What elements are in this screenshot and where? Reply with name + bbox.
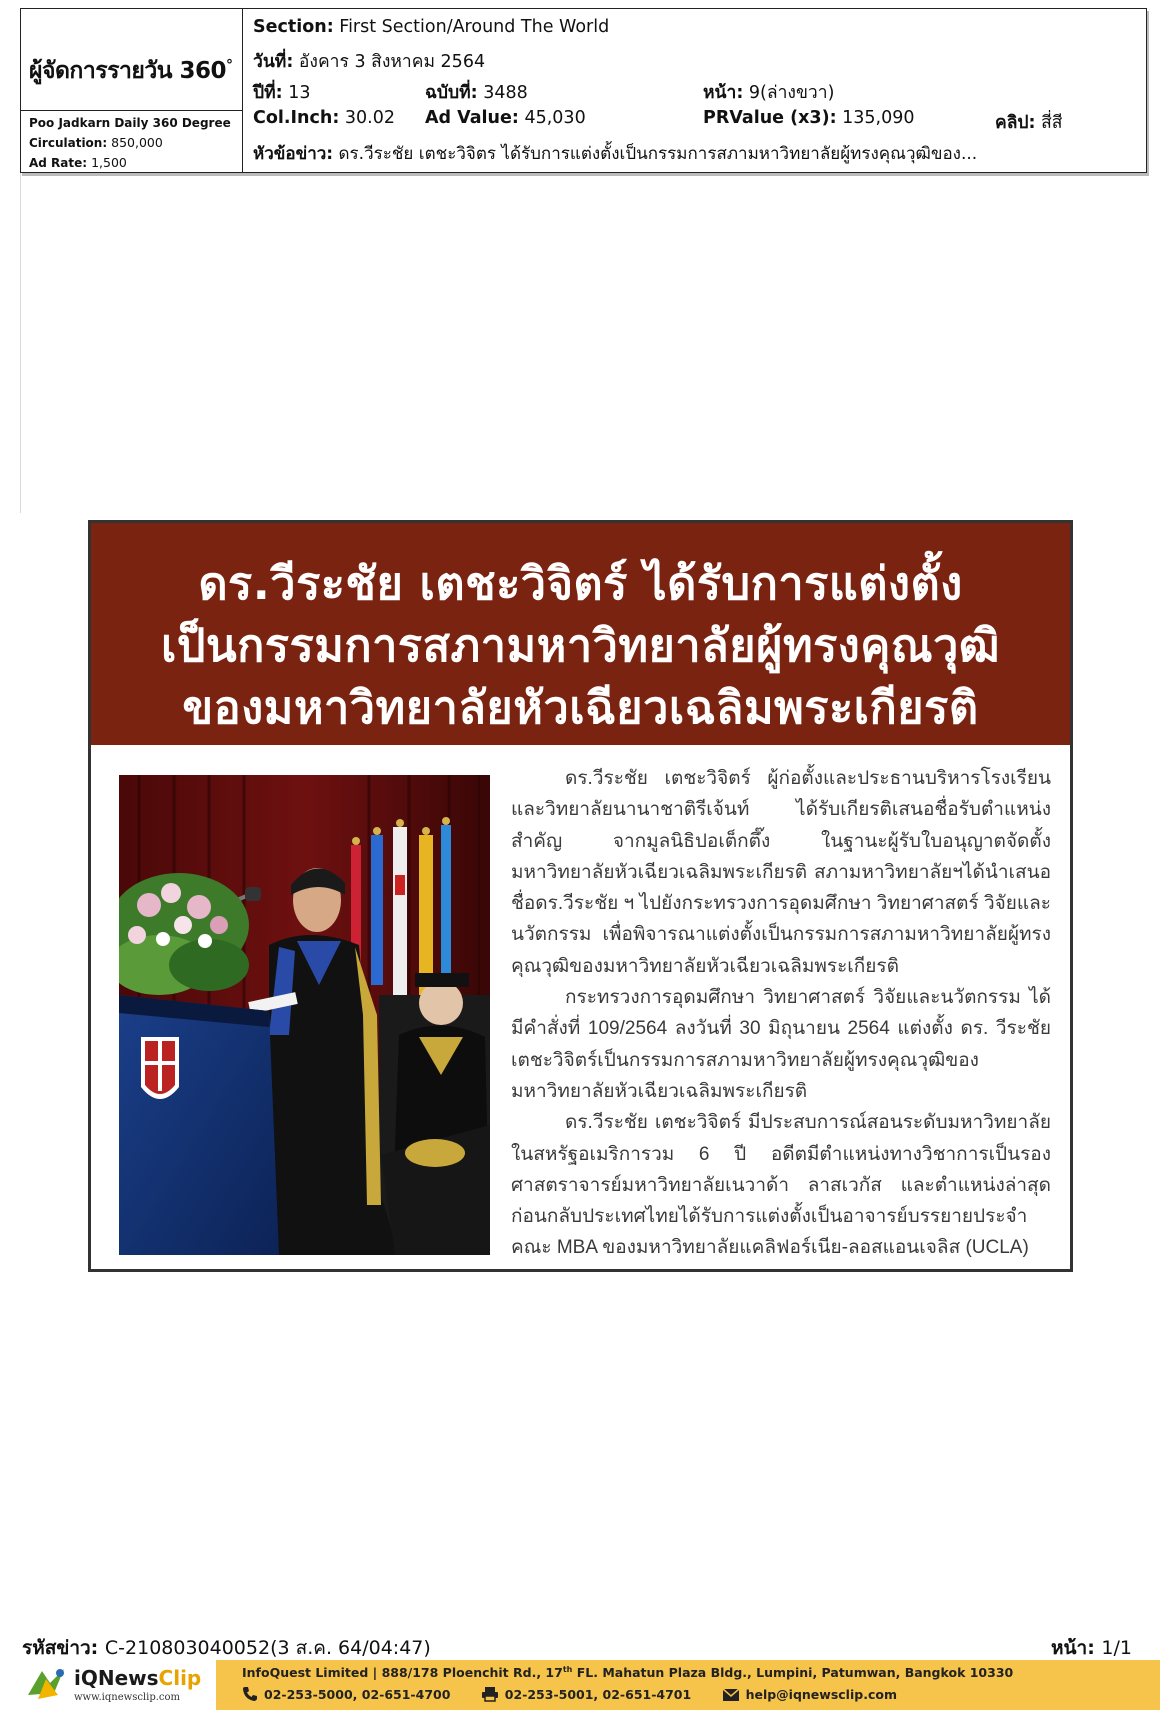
logo-url[interactable]: www.iqnewsclip.com xyxy=(74,1692,181,1703)
paragraph-1: ดร.วีระชัย เตชะวิจิตร์ ผู้ก่อตั้งและประธานบริหารโรงเรียนและวิทยาลัยนานาชาติรีเจ้นท์ ได้รับเกียรติเสนอชื่อรับตำแหน่งสำคัญ จากมูลนิธิปอเต็กตึ๊ง ในฐานะผู้รับใบอนุญาตจัดตั้งมหาวิทยาลัยหัวเฉียวเฉลิมพระเกียรติ สภามหาวิทยาลัยฯได้นำเสนอชื่อดร.วีระชัย ฯ ไปยังกระทรวงการอุดมศึกษา วิทยาศาสตร์ วิจัยและนวัตกรรม เพื่อพิจารณาแต่งตั้งเป็นกรรมการสภามหาวิทยาลัยผู้ทรงคุณวุฒิของมหาวิทยาลัยหัวเฉียวเฉลิมพระเกียรติ xyxy=(511,768,1051,977)
phone-number: 02-253-5000, 02-651-4700 xyxy=(264,1687,451,1702)
ad-rate-value: 1,500 xyxy=(91,155,127,170)
advalue-field xyxy=(425,108,586,128)
clip-type-value: สี่สี xyxy=(1041,113,1063,133)
company-address-a: InfoQuest Limited | 888/178 Ploenchit Rd., 17 xyxy=(242,1665,563,1681)
news-code-value: C-210803040052(3 ส.ค. 64/04:47) xyxy=(104,1637,431,1659)
publication-name-en: Poo Jadkarn Daily 360 Degree xyxy=(29,116,231,130)
section-field xyxy=(253,17,609,37)
margin-line xyxy=(20,173,21,513)
phone-icon xyxy=(242,1686,258,1702)
issue-value: 3488 xyxy=(483,83,528,103)
paragraph-2: กระทรวงการอุดมศึกษา วิทยาศาสตร์ วิจัยและนวัตกรรม ได้มีคำสั่งที่ 109/2564 ลงวันที่ 30 มิถุนายน 2564 แต่งตั้ง ดร. วีระชัย เตชะวิจิตร์เป็นกรรมการสภามหาวิทยาลัยผู้ทรงคุณวุฒิของมหาวิทยาลัยหัวเฉียวเฉลิมพระเกียรติ xyxy=(511,987,1051,1102)
headline-field xyxy=(253,140,977,167)
company-address-b: FL. Mahatun Plaza Bldg., Lumpini, Patumwan, Bangkok 10330 xyxy=(572,1665,1014,1681)
page-number-label: หน้า: xyxy=(1051,1637,1095,1659)
publication-name xyxy=(29,53,232,89)
article-body xyxy=(511,763,1051,1264)
news-code xyxy=(22,1633,431,1663)
clip-metadata-box xyxy=(20,8,1147,173)
page-label: หน้า: xyxy=(703,83,744,103)
news-code-label: รหัสข่าว: xyxy=(22,1637,99,1659)
colinch-field xyxy=(253,108,395,128)
issue-field xyxy=(425,78,528,106)
divider xyxy=(21,110,242,111)
logo-wordmark-a: iQNews xyxy=(74,1666,159,1690)
circulation-label: Circulation: xyxy=(29,136,108,150)
page-value: 9(ล่างขวา) xyxy=(748,83,835,103)
circulation xyxy=(29,135,163,150)
headline-line-2: เป็นกรรมการสภามหาวิทยาลัยผู้ทรงคุณวุฒิ xyxy=(160,619,1001,672)
prvalue-value: 135,090 xyxy=(842,108,915,128)
year-label: ปีที่: xyxy=(253,83,283,103)
headline-line-3: ของมหาวิทยาลัยหัวเฉียวเฉลิมพระเกียรติ xyxy=(182,681,979,734)
email-address: help@iqnewsclip.com xyxy=(745,1687,897,1702)
contact-line xyxy=(242,1686,923,1702)
issue-label: ฉบับที่: xyxy=(425,83,478,103)
circulation-value: 850,000 xyxy=(111,135,163,150)
company-address xyxy=(242,1665,1013,1680)
advalue-label: Ad Value: xyxy=(425,108,519,128)
iqnewsclip-logo[interactable] xyxy=(20,1660,216,1710)
date-label: วันที่: xyxy=(253,52,294,72)
logo-icon xyxy=(24,1665,70,1705)
advalue-value: 45,030 xyxy=(524,108,586,128)
page-number-value: 1/1 xyxy=(1101,1637,1132,1659)
prvalue-label: PRValue (x3): xyxy=(703,108,837,128)
section-label: Section: xyxy=(253,17,334,37)
year-value: 13 xyxy=(288,83,311,103)
email-contact[interactable] xyxy=(722,1687,897,1702)
date-value: อังคาร 3 สิงหาคม 2564 xyxy=(298,52,486,72)
footer-bar xyxy=(20,1660,1160,1710)
paragraph-3: ดร.วีระชัย เตชะวิจิตร์ มีประสบการณ์สอนระดับมหาวิทยาลัยในสหรัฐอเมริการวม 6 ปี อดีตมีตำแหน่งทางวิชาการเป็นรองศาสตราจารย์มหาวิทยาลัยเนวาด้า ลาสเวกัส และตำแหน่งล่าสุดก่อนกลับประเทศไทยได้รับการแต่งตั้งเป็นอาจารย์บรรยายประจำคณะ MBA ของมหาวิทยาลัยแคลิฟอร์เนีย-ลอสแอนเจลิส (UCLA) xyxy=(511,1112,1051,1259)
prvalue-field xyxy=(703,108,915,128)
publication-panel xyxy=(21,9,243,172)
contact-strip xyxy=(216,1660,1160,1710)
email-icon xyxy=(722,1688,740,1702)
year-field xyxy=(253,78,311,106)
fax-icon xyxy=(481,1686,499,1702)
headline-value: ดร.วีระชัย เตชะวิจิตร ได้รับการแต่งตั้งเป็นกรรมการสภามหาวิทยาลัยผู้ทรงคุณวุฒิของ... xyxy=(338,144,978,164)
colinch-value: 30.02 xyxy=(344,108,395,128)
clip-type-label: คลิป: xyxy=(995,113,1036,133)
logo-wordmark xyxy=(74,1666,201,1690)
colinch-label: Col.Inch: xyxy=(253,108,340,128)
page-field xyxy=(703,78,834,106)
section-value: First Section/Around The World xyxy=(339,17,610,37)
phone-contact[interactable] xyxy=(242,1686,450,1702)
speaker-at-podium-photo xyxy=(119,775,490,1255)
fax-contact[interactable] xyxy=(481,1686,691,1702)
date-field xyxy=(253,47,485,75)
headline-banner xyxy=(91,523,1070,745)
fax-number: 02-253-5001, 02-651-4701 xyxy=(504,1687,692,1702)
publication-name-text: ผู้จัดการรายวัน 360 xyxy=(29,58,226,84)
newspaper-clipping xyxy=(88,520,1073,1272)
clip-type-field xyxy=(995,108,1063,136)
page-number xyxy=(1051,1633,1132,1663)
ad-rate-label: Ad Rate: xyxy=(29,156,88,170)
headline-label: หัวข้อข่าว: xyxy=(253,144,334,164)
metadata-fields xyxy=(253,9,1146,172)
logo-wordmark-b: Clip xyxy=(158,1666,202,1690)
news-photo xyxy=(119,775,490,1255)
degree-symbol: ° xyxy=(225,57,233,74)
ad-rate xyxy=(29,155,127,170)
headline-line-1: ดร.วีระชัย เตชะวิจิตร์ ได้รับการแต่งตั้ง xyxy=(198,557,963,610)
ordinal-suffix: th xyxy=(562,1665,573,1674)
